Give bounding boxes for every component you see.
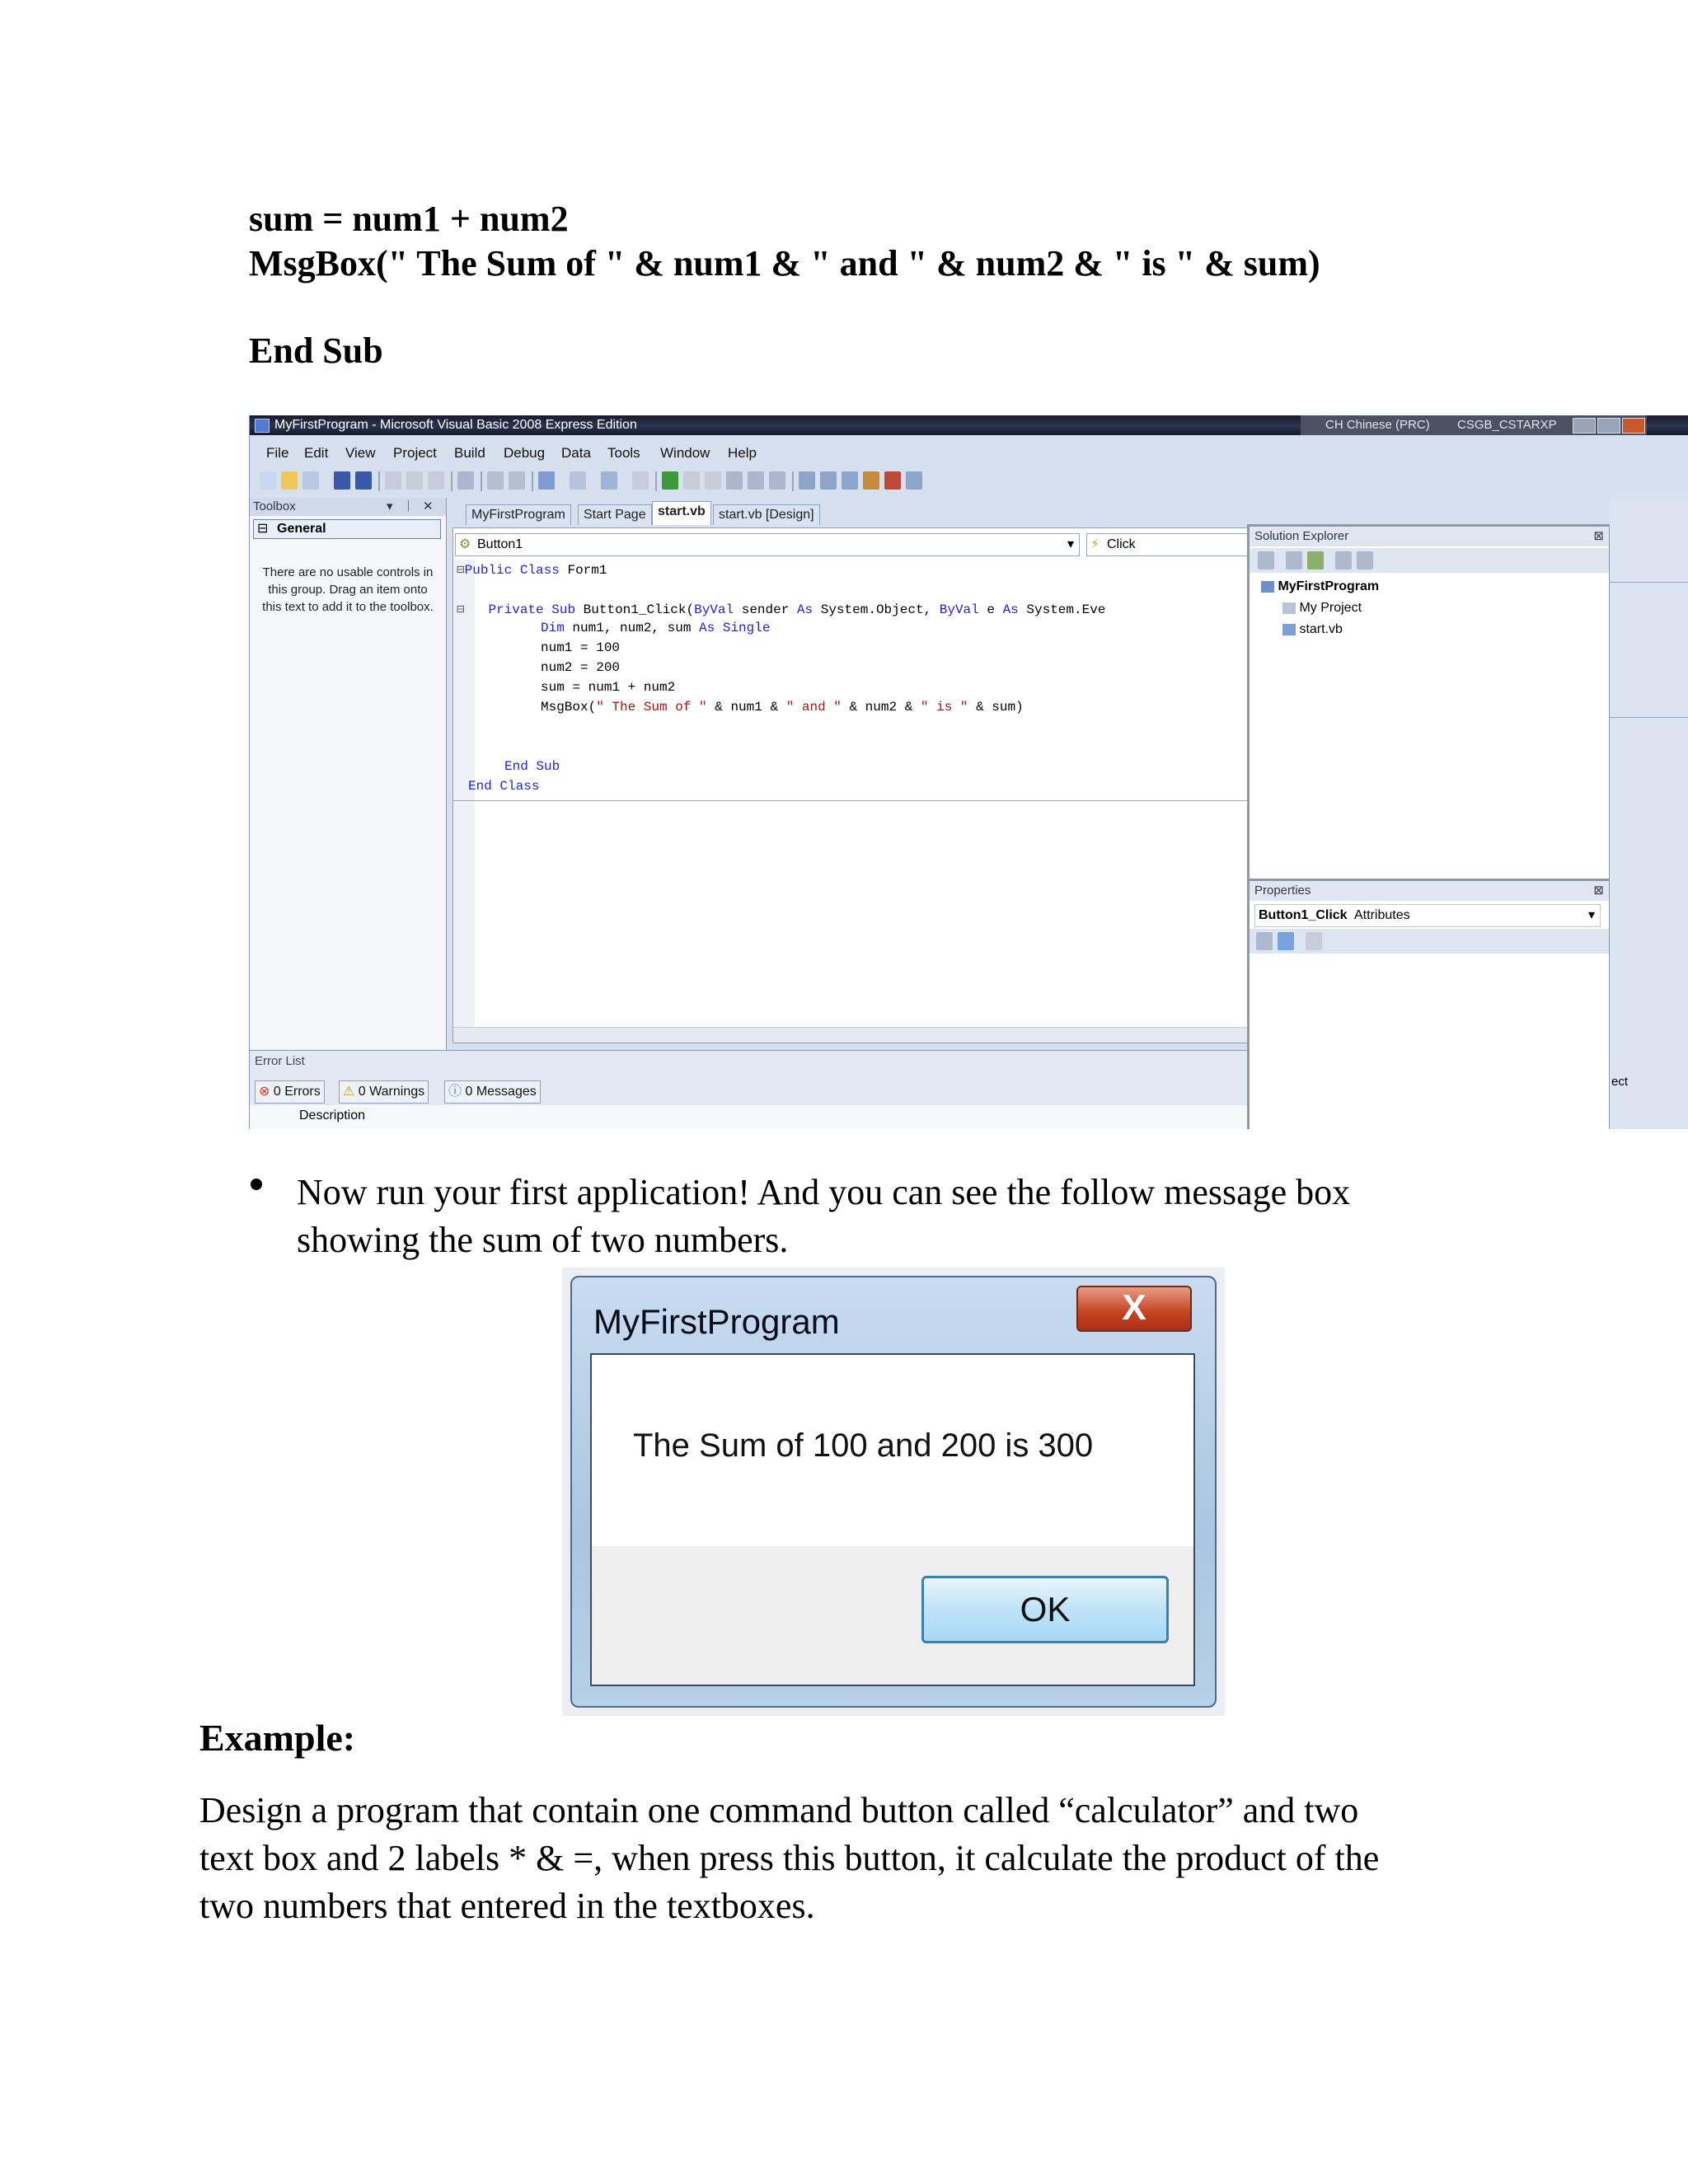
menu-data[interactable]: Data [561,445,591,461]
step-out-icon[interactable] [769,471,785,490]
alphabetical-icon[interactable] [1278,932,1294,950]
toolbox-pane [250,498,447,1050]
toolbox-empty-message: There are no usable controls in this group. Drag an item onto this text to add it to the toolbox. [262,565,434,614]
start-page-icon[interactable] [906,471,922,490]
properties-icon[interactable] [1258,551,1274,569]
close-pane-icon[interactable]: ✕ [423,499,434,513]
menu-project[interactable]: Project [393,445,437,461]
lightning-icon: ⚡ [1090,537,1100,551]
vb-app-icon [255,419,270,433]
message-text: The Sum of 100 and 200 is 300 [633,1427,1094,1464]
close-icon[interactable] [1622,418,1645,434]
code-line-num2: num2 = 200 [541,660,621,675]
toolbox-header [250,498,446,516]
folder-icon [1282,602,1296,614]
vb-file-icon [1282,624,1296,635]
find-icon[interactable] [457,471,474,490]
maximize-icon[interactable] [1597,418,1620,434]
menu-debug[interactable]: Debug [504,445,546,461]
bullet-line-1: Now run your first application! And you can see the follow message box [297,1172,1351,1212]
info-icon: ⓘ [448,1085,462,1099]
bullet-line-2: showing the sum of two numbers. [297,1220,789,1260]
code-line-end-sub-editor: End Sub [504,759,560,774]
solution-explorer-header [1250,527,1609,546]
message-box-title: MyFirstProgram [593,1302,840,1341]
code-line-class: ⊟Public Class Form1 [457,563,607,578]
tab-myfirstprogram[interactable]: MyFirstProgram [466,504,571,525]
uncomment-icon[interactable] [509,471,525,490]
ide-title: MyFirstProgram - Microsoft Visual Basic 2008 Express Edition [274,418,637,432]
button-icon: ⚙ [459,537,471,551]
project-icon [1261,581,1274,593]
close-pane-icon[interactable]: ⊠ [1593,529,1604,543]
ide-screenshot [249,415,1688,1129]
example-line-3: two numbers that entered in the textboxes. [199,1886,815,1926]
undo-icon[interactable] [538,471,555,490]
redo-icon[interactable] [570,471,586,490]
view-designer-icon[interactable] [1357,551,1373,569]
menu-file[interactable]: File [266,445,289,461]
dropdown-icon[interactable]: ▾ [387,499,393,513]
new-project-icon[interactable] [260,471,276,490]
object-combo[interactable] [455,533,1080,556]
right-panel-strip [1610,498,1688,1129]
paste-icon[interactable] [428,471,444,490]
editor-gutter [453,560,475,1043]
tree-item-start-vb[interactable]: start.vb [1282,622,1343,637]
code-line-msgbox-editor: MsgBox(" The Sum of " & num1 & " and " & num2 & " is " & sum) [541,700,1024,715]
view-code-icon[interactable] [1335,551,1352,569]
properties-toolbar [1250,929,1609,954]
properties-object-selector[interactable]: Button1_Click Attributes ▾ [1254,904,1601,927]
close-pane-icon[interactable]: ⊠ [1593,883,1604,898]
keyboard-label[interactable]: CSGB_CSTARXP [1457,418,1557,432]
ide-title-bar [250,415,1688,435]
cut-icon[interactable] [385,471,401,490]
object-browser-icon[interactable] [842,471,858,490]
collapse-icon[interactable]: ⊟ [257,522,269,536]
menu-view[interactable]: View [345,445,376,461]
cut-off-label: ect [1611,1075,1629,1089]
messages-filter-button[interactable]: ⓘ 0 Messages [444,1080,541,1104]
message-box-screenshot [562,1268,1225,1716]
menu-help[interactable]: Help [728,445,757,461]
example-line-2: text box and 2 labels * & =, when press this button, it calculate the product of the [199,1838,1380,1878]
tab-start-vb-design[interactable]: start.vb [Design] [713,504,820,525]
navigate-back-icon[interactable] [601,471,617,490]
ok-button[interactable]: OK [921,1576,1169,1643]
example-heading: Example: [199,1717,356,1759]
solution-explorer-title: Solution Explorer [1254,529,1349,543]
solution-explorer-icon[interactable] [799,471,815,490]
tree-item-project[interactable]: MyFirstProgram [1261,579,1379,594]
stop-icon[interactable] [705,471,721,490]
code-line-end-sub: End Sub [249,330,383,371]
error-list-pane [250,1050,1247,1129]
menu-build[interactable]: Build [454,445,485,461]
error-list-header-row [250,1105,1247,1129]
error-list-title: Error List [255,1054,305,1068]
toolbox-title: Toolbox [253,499,296,513]
toolbox-icon[interactable] [863,471,879,490]
properties-pane [1247,879,1611,1129]
error-icon: ⊗ [259,1085,270,1099]
pin-icon[interactable]: ᛁ [405,499,413,513]
menu-tools[interactable]: Tools [607,445,640,461]
message-box-body [590,1353,1195,1686]
pause-icon[interactable] [683,471,700,490]
add-item-icon[interactable] [302,471,319,490]
properties-title: Properties [1254,883,1311,898]
event-combo-value: Click [1107,537,1136,551]
start-debugging-icon[interactable] [662,471,678,490]
solution-explorer-pane [1247,524,1611,883]
code-line-end-class: End Class [468,779,540,794]
properties-window-icon[interactable] [820,471,837,490]
solution-explorer-toolbar [1250,548,1609,573]
language-bar[interactable] [1301,415,1647,435]
properties-header [1250,881,1609,901]
open-file-icon[interactable] [281,471,298,490]
warnings-filter-button[interactable]: ⚠ 0 Warnings [339,1080,429,1104]
close-icon[interactable]: X [1076,1286,1192,1332]
toolbox-group-general[interactable] [253,519,441,539]
error-list-icon[interactable] [884,471,901,490]
group-label: General [277,522,326,536]
copy-icon[interactable] [406,471,423,490]
object-combo-value: Button1 [477,537,523,551]
refresh-icon[interactable] [1307,551,1324,569]
code-line-dim: Dim num1, num2, sum As Single [541,621,771,635]
language-label[interactable]: CH Chinese (PRC) [1325,418,1430,432]
code-line-msgbox: MsgBox(" The Sum of " & num1 & " and " & num2 & " is " & sum) [249,243,1320,284]
code-line-sum-editor: sum = num1 + num2 [541,680,676,695]
bullet-point [251,1179,262,1190]
errors-filter-button[interactable]: ⊗ 0 Errors [255,1080,325,1104]
categorized-icon[interactable] [1256,932,1273,950]
minimize-icon[interactable] [1573,418,1596,434]
tab-start-page[interactable]: Start Page [578,504,652,525]
code-line-num1: num1 = 100 [541,640,621,655]
menu-edit[interactable]: Edit [304,445,329,461]
step-over-icon[interactable] [748,471,764,490]
menu-window[interactable]: Window [660,445,710,461]
example-line-1: Design a program that contain one command button called “calculator” and two [199,1790,1359,1830]
navigate-forward-icon[interactable] [632,471,649,490]
menu-bar [250,440,1688,465]
code-line-sum: sum = num1 + num2 [249,199,569,239]
chevron-down-icon[interactable]: ▾ [1067,537,1074,551]
standard-toolbar [255,466,1359,499]
save-all-icon[interactable] [355,471,372,490]
chevron-down-icon[interactable]: ▾ [1587,908,1595,922]
description-column-header[interactable]: Description [299,1108,366,1122]
save-icon[interactable] [334,471,350,490]
warning-icon: ⚠ [343,1085,355,1099]
message-box-frame [570,1276,1217,1708]
tab-start-vb[interactable]: start.vb [652,501,711,525]
comment-icon[interactable] [487,471,504,490]
code-line-sub: ⊟ Private Sub Button1_Click(ByVal sender As System.Object, ByVal e As System.Eve [457,602,1106,617]
tree-item-my-project[interactable]: My Project [1282,601,1362,616]
show-all-files-icon[interactable] [1286,551,1302,569]
step-into-icon[interactable] [726,471,743,490]
property-pages-icon[interactable] [1306,932,1322,950]
